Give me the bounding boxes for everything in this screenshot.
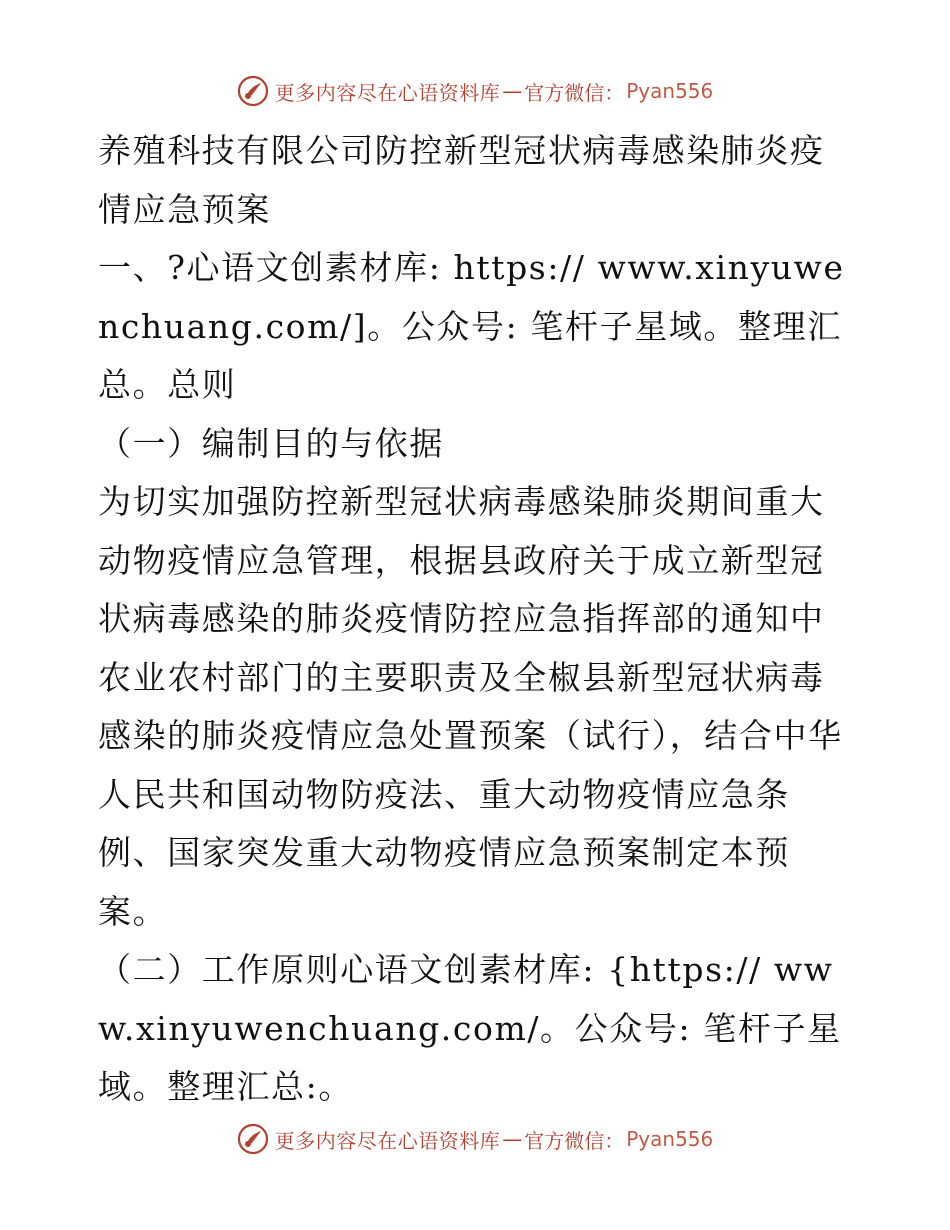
banner-text: 更多内容尽在心语资料库: [274, 80, 501, 105]
header-banner: [0, 71, 950, 111]
subsection-heading-principles: （二）工作原则心语文创素材库: {https:// www.xinyuwenchuang.com/。公众号: 笔杆子星域。整理汇总:。: [98, 950, 842, 1106]
banner-wechat-label: 官方微信：: [524, 80, 625, 105]
brand-logo-icon: [237, 75, 269, 107]
footer-banner: [0, 1119, 950, 1159]
section-heading-general: 一、?心语文创素材库: https:// www.xinyuwenchuang.com/]。公众号: 笔杆子星域。整理汇总。总则: [98, 248, 845, 404]
banner-text: 更多内容尽在心语资料库: [274, 1128, 501, 1153]
banner-wechat-id: Pyan556: [626, 1127, 714, 1151]
banner-separator: —: [502, 1127, 523, 1151]
banner-wechat-id: Pyan556: [626, 79, 714, 103]
banner-wechat-label: 官方微信：: [524, 1128, 625, 1153]
brand-logo-icon: [237, 1123, 269, 1155]
paragraph-purpose: 为切实加强防控新型冠状病毒感染肺炎期间重大动物疫情应急管理，根据县政府关于成立新型冠状病毒感染的肺炎疫情防控应急指挥部的通知中农业农村部门的主要职责及全椒县新型冠状病毒感染的肺炎疫情应急处置预案（试行），结合中华人民共和国动物防疫法、重大动物疫情应急条例、国家突发重大动物疫情应急预案制定本预案。: [98, 482, 843, 931]
subsection-heading-purpose: （一）编制目的与依据: [98, 423, 444, 463]
document-title: 养殖科技有限公司防控新型冠状病毒感染肺炎疫情应急预案: [98, 131, 825, 229]
banner-separator: —: [502, 79, 523, 103]
document-body: [98, 122, 858, 1117]
